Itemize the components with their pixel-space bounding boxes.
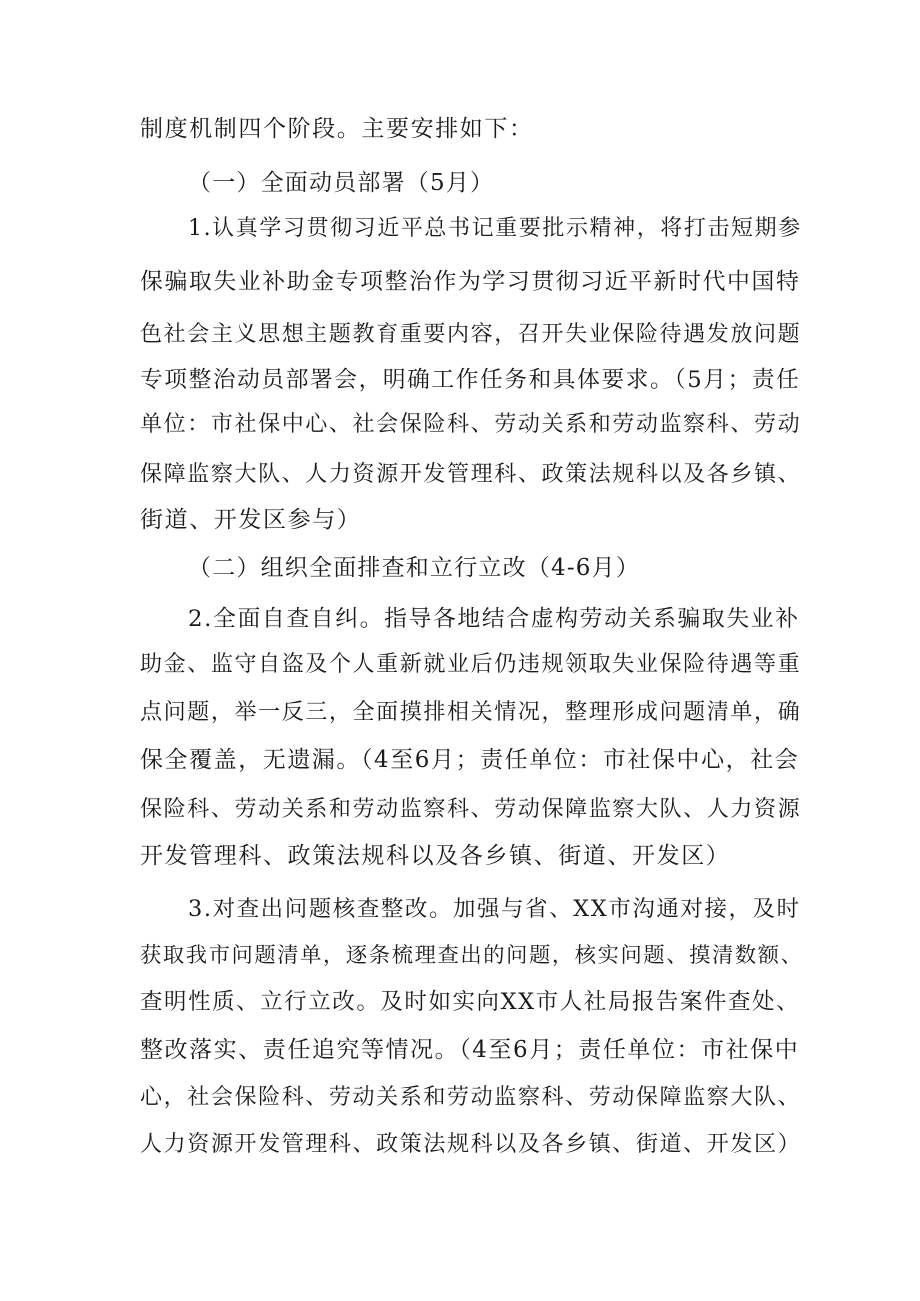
paragraph-line: 保全覆盖，无遗漏。（4至6月；责任单位：市社保中心，社会 xyxy=(140,747,800,773)
item-3-first-line: 3.对查出问题核查整改。加强与省、XX市沟通对接，及时 xyxy=(188,896,801,922)
paragraph-line: 获取我市问题清单，逐条梳理查出的问题，核实问题、摸清数额、 xyxy=(140,943,804,968)
paragraph-line: 查明性质、立行立改。及时如实向XX市人社局报告案件查处、 xyxy=(140,989,801,1015)
paragraph-line: 人力资源开发管理科、政策法规科以及各乡镇、街道、开发区） xyxy=(140,1132,802,1157)
item-1-first-line: 1.认真学习贯彻习近平总书记重要批示精神，将打击短期参 xyxy=(188,216,802,241)
paragraph-line: 色社会主义思想主题教育重要内容，召开失业保险待遇发放问题 xyxy=(140,322,802,347)
paragraph-line: 点问题，举一反三，全面摸排相关情况，整理形成问题清单，确 xyxy=(140,700,802,725)
section-heading-2: （二）组织全面排查和立行立改（4-6月） xyxy=(188,555,641,581)
paragraph-line: 单位：市社保中心、社会保险科、劳动关系和劳动监察科、劳动 xyxy=(140,412,802,437)
paragraph-line: 开发管理科、政策法规科以及各乡镇、街道、开发区） xyxy=(140,843,731,869)
paragraph-line: 专项整治动员部署会，明确工作任务和具体要求。（5月；责任 xyxy=(140,367,801,393)
paragraph-line: 保骗取失业补助金专项整治作为学习贯彻习近平新时代中国特 xyxy=(140,269,801,295)
paragraph-line: 街道、开发区参与） xyxy=(140,507,362,533)
paragraph-line: 保障监察大队、人力资源开发管理科、政策法规科以及各乡镇、 xyxy=(140,462,802,487)
paragraph-line: 整改落实、责任追究等情况。（4至6月；责任单位：市社保中 xyxy=(140,1037,800,1063)
paragraph-line: 心，社会保险科、劳动关系和劳动监察科、劳动保障监察大队、 xyxy=(140,1085,802,1110)
paragraph-line: 制度机制四个阶段。主要安排如下： xyxy=(140,116,534,142)
paragraph-line: 保险科、劳动关系和劳动监察科、劳动保障监察大队、人力资源 xyxy=(140,797,802,822)
section-heading-1: （一）全面动员部署（5月） xyxy=(188,170,495,196)
item-2-first-line: 2.全面自查自纠。指导各地结合虚构劳动关系骗取失业补 xyxy=(188,606,800,632)
paragraph-line: 助金、监守自盗及个人重新就业后仍违规领取失业保险待遇等重 xyxy=(140,652,802,677)
